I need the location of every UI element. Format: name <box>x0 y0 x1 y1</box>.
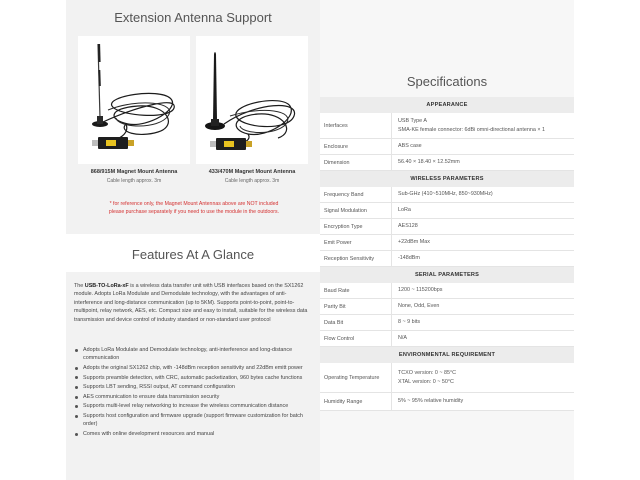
spec-value-line: N/A <box>398 335 407 341</box>
spec-row <box>320 235 574 251</box>
spec-value <box>392 315 574 330</box>
spec-row <box>320 363 574 393</box>
spec-value-line: ABS case <box>398 143 422 149</box>
bullet-icon <box>75 349 78 352</box>
feature-text: Supports preamble detection, with CRC, automatic packetization, 960 bytes cache functions <box>83 374 303 381</box>
feature-text: Supports host configuration and firmware upgrade (support firmware customization for batch order) <box>83 412 303 428</box>
spec-row <box>320 299 574 315</box>
spec-row <box>320 315 574 331</box>
spec-value-line: XTAL version: 0 ~ 50°C <box>398 378 454 385</box>
antenna-note-line: please purchase separately if you need to use the module in the outdoors. <box>108 209 280 215</box>
spec-key: Interfaces <box>320 113 392 138</box>
spec-key: Signal Modulation <box>320 203 392 218</box>
spec-row <box>320 393 574 411</box>
spec-key: Data Bit <box>320 315 392 330</box>
bullet-icon <box>75 386 78 389</box>
spec-value <box>392 139 574 154</box>
bullet-icon <box>75 396 78 399</box>
spec-value-line: SMA-KE female connector: 6dBi omni-directional antenna × 1 <box>398 126 545 133</box>
spec-key: Operating Temperature <box>320 363 392 392</box>
spec-value-line: TCXO version: 0 ~ 85°C <box>398 369 457 376</box>
feature-text: Supports LBT sending, RSSI output, AT command configuration <box>83 384 235 391</box>
spec-value-line: 1200 ~ 115200bps <box>398 287 443 293</box>
spec-row <box>320 219 574 235</box>
specifications-column <box>320 0 574 480</box>
feature-item <box>74 402 314 410</box>
antenna-card-433 <box>196 36 308 184</box>
bullet-icon <box>75 405 78 408</box>
spec-value <box>392 155 574 170</box>
specifications-title: Specifications <box>406 74 488 89</box>
spec-key: Humidity Range <box>320 393 392 410</box>
antenna-433-photo <box>196 36 308 164</box>
bullet-icon <box>75 376 78 379</box>
spec-value-line: Sub-GHz (410~510MHz, 850~930MHz) <box>398 191 493 197</box>
antenna-section-title: Extension Antenna Support <box>114 10 272 25</box>
spec-section-heading: SERIAL PARAMETERS <box>320 267 574 283</box>
antenna-note <box>84 200 304 216</box>
feature-item <box>74 346 314 363</box>
feature-item <box>74 374 314 382</box>
spec-key: Emit Power <box>320 235 392 250</box>
spec-section-heading: APPEARANCE <box>320 97 574 113</box>
spec-value <box>392 187 574 202</box>
spec-key: Frequency Band <box>320 187 392 202</box>
spec-row <box>320 283 574 299</box>
feature-text: Adopts LoRa Modulate and Demodulate technology, anti-interference and long-distance communication <box>83 347 293 362</box>
feature-item <box>74 430 314 438</box>
antenna-card-cable-length: Cable length approx. 3m <box>224 178 280 184</box>
spec-key: Dimension <box>320 155 392 170</box>
spec-value <box>392 235 574 250</box>
spec-row <box>320 331 574 347</box>
spec-value-line: 56.40 × 18.40 × 12.52mm <box>398 159 460 165</box>
feature-text: Comes with online development resources and manual <box>83 430 215 437</box>
feature-text: Adopts the original SX1262 chip, with -148dBm reception sensitivity and 22dBm emitt power <box>83 365 303 371</box>
spec-value-line: +22dBm Max <box>398 239 430 245</box>
spec-value <box>392 393 574 410</box>
spec-value <box>392 219 574 234</box>
spec-row <box>320 113 574 139</box>
intro-text: is a wireless data transfer unit with USB interfaces based on the SX1262 module. Adopts LoRa Modulate and Demodulate technology, with the advantages of anti-interference and long-distance communication (up to 5KM). Supports point-to-point, point-to-multipoint, relay network, AES, etc. Compact size and easy to install, suitable for the wireless data transmission and device control of industry standard or non-standard user protocol <box>74 283 308 323</box>
spec-value-line: None, Odd, Even <box>398 303 440 309</box>
antenna-note-line: * for reference only, the Magnet Mount Antennas above are NOT included <box>109 201 279 207</box>
spec-key: Flow Control <box>320 331 392 346</box>
spec-row <box>320 203 574 219</box>
spec-value <box>392 283 574 298</box>
bullet-icon <box>75 367 78 370</box>
feature-item <box>74 364 314 372</box>
spec-row <box>320 139 574 155</box>
specifications-table <box>320 97 574 411</box>
spec-value <box>392 113 574 138</box>
feature-text: Supports multi-level relay networking to increase the wireless communication distance <box>83 403 289 410</box>
spec-key: Parity Bit <box>320 299 392 314</box>
antenna-card-name: 868/915M Magnet Mount Antenna <box>90 169 178 175</box>
bullet-icon <box>75 415 78 418</box>
spec-row <box>320 155 574 171</box>
spec-value <box>392 251 574 266</box>
spec-value-line: -148dBm <box>398 255 420 261</box>
feature-item <box>74 383 314 391</box>
features-title: Features At A Glance <box>131 247 255 262</box>
spec-value-line: USB Type A <box>398 117 427 124</box>
antenna-card-cable-length: Cable length approx. 3m <box>106 178 162 184</box>
features-intro <box>74 282 314 324</box>
spec-value <box>392 331 574 346</box>
spec-row <box>320 187 574 203</box>
antenna-section <box>66 0 320 234</box>
antenna-card-868 <box>78 36 190 184</box>
spec-key: Baud Rate <box>320 283 392 298</box>
bullet-icon <box>75 433 78 436</box>
spec-section-heading: ENVIRONMENTAL REQUIREMENT <box>320 347 574 363</box>
spec-value <box>392 203 574 218</box>
spec-key: Encryption Type <box>320 219 392 234</box>
spec-section-heading: WIRELESS PARAMETERS <box>320 171 574 187</box>
spec-value-line: 8 ~ 9 bits <box>398 319 421 325</box>
spec-value-line: LoRa <box>398 207 411 213</box>
spec-value-line: 5% ~ 95% relative humidity <box>398 398 464 404</box>
antenna-card-name: 433/470M Magnet Mount Antenna <box>208 169 296 175</box>
features-section <box>66 272 320 480</box>
spec-row <box>320 251 574 267</box>
feature-text: AES communication to ensure data transmission security <box>83 393 220 400</box>
spec-value-line: AES128 <box>398 223 418 229</box>
spec-key: Reception Sensitivity <box>320 251 392 266</box>
spec-value <box>392 363 574 392</box>
intro-prefix: The <box>74 283 85 289</box>
spec-value <box>392 299 574 314</box>
spec-key: Enclosure <box>320 139 392 154</box>
feature-item <box>74 412 314 429</box>
product-name: USB-TO-LoRa-xF <box>84 283 129 289</box>
features-list <box>74 346 314 440</box>
antenna-868-photo <box>78 36 190 164</box>
feature-item <box>74 393 314 401</box>
